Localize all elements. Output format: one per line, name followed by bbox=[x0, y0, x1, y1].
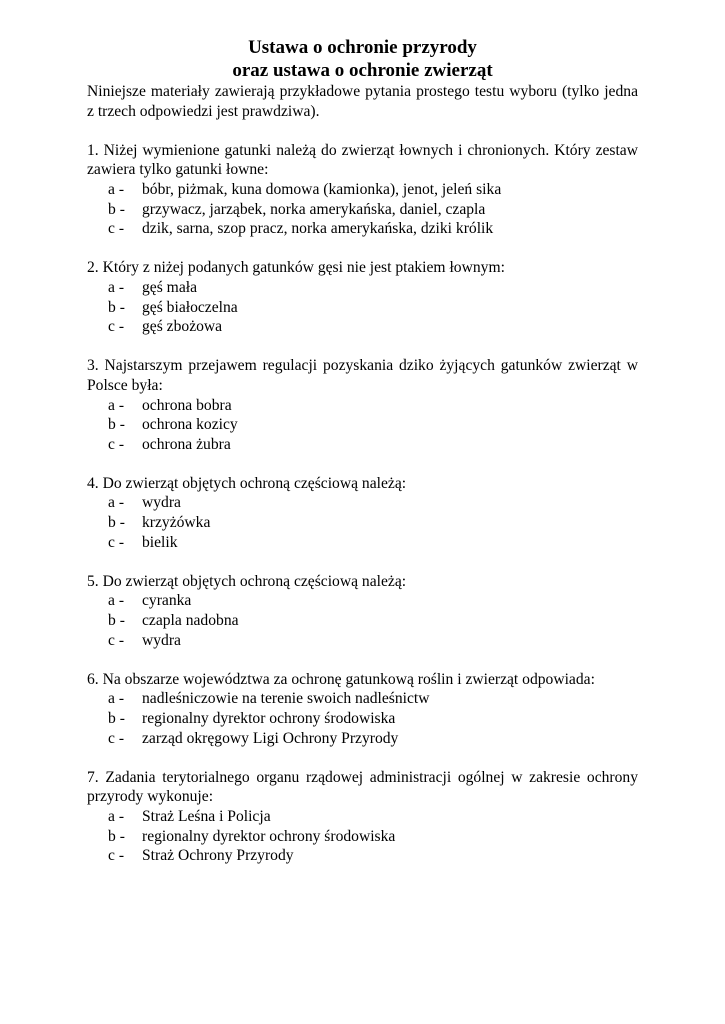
option-text: Straż Leśna i Policja bbox=[142, 807, 271, 825]
answer-option-b bbox=[87, 415, 638, 435]
answer-options bbox=[87, 689, 638, 748]
option-letter: c - bbox=[108, 318, 125, 336]
answer-option-c bbox=[87, 631, 638, 651]
option-letter: c - bbox=[108, 220, 125, 238]
answer-option-a bbox=[87, 278, 638, 298]
option-text: gęś zbożowa bbox=[142, 318, 223, 336]
question-text: 2. Który z niżej podanych gatunków gęsi nie jest ptakiem łownym: bbox=[87, 259, 505, 277]
answer-option-b bbox=[87, 298, 638, 318]
question-3 bbox=[87, 356, 638, 454]
answer-option-b bbox=[87, 200, 638, 220]
answer-option-b bbox=[87, 709, 638, 729]
answer-option-a bbox=[87, 689, 638, 709]
question-text: 3. Najstarszym przejawem regulacji pozyskania dziko żyjących gatunków zwierząt w Polsce była: bbox=[87, 357, 638, 394]
answer-option-a bbox=[87, 591, 638, 611]
question-4 bbox=[87, 474, 638, 552]
question-6 bbox=[87, 670, 638, 748]
title-line-1: Ustawa o ochronie przyrody bbox=[248, 37, 477, 58]
question-text: 5. Do zwierząt objętych ochroną częściową należą: bbox=[87, 572, 407, 590]
option-text: wydra bbox=[142, 631, 181, 649]
option-letter: a - bbox=[108, 180, 125, 198]
document-page bbox=[87, 36, 638, 866]
answer-option-b bbox=[87, 513, 638, 533]
question-text: 4. Do zwierząt objętych ochroną częściową należą: bbox=[87, 474, 407, 492]
option-letter: c - bbox=[108, 729, 125, 747]
option-letter: c - bbox=[108, 847, 125, 865]
answer-options bbox=[87, 493, 638, 552]
question-text: 6. Na obszarze województwa za ochronę gatunkową roślin i zwierząt odpowiada: bbox=[87, 670, 595, 688]
option-text: Straż Ochrony Przyrody bbox=[142, 847, 294, 865]
option-letter: a - bbox=[108, 690, 125, 708]
title-line-2: oraz ustawa o ochronie zwierząt bbox=[232, 60, 493, 81]
option-text: gęś białoczelna bbox=[142, 298, 238, 316]
option-text: ochrona bobra bbox=[142, 396, 232, 414]
answer-option-c bbox=[87, 846, 638, 866]
answer-options bbox=[87, 396, 638, 455]
option-text: regionalny dyrektor ochrony środowiska bbox=[142, 710, 396, 727]
option-letter: b - bbox=[108, 710, 125, 727]
option-text: ochrona żubra bbox=[142, 435, 231, 453]
question-5 bbox=[87, 572, 638, 650]
question-7 bbox=[87, 768, 638, 866]
answer-option-c bbox=[87, 317, 638, 337]
option-text: gęś mała bbox=[142, 278, 197, 296]
answer-option-a bbox=[87, 180, 638, 200]
answer-option-b bbox=[87, 611, 638, 631]
option-letter: b - bbox=[108, 416, 125, 434]
answer-options bbox=[87, 180, 638, 239]
answer-option-c bbox=[87, 533, 638, 553]
question-text: 1. Niżej wymienione gatunki należą do zwierząt łownych i chronionych. Który zestaw zawiera tylko gatunki łowne: bbox=[87, 141, 638, 179]
answer-option-c bbox=[87, 435, 638, 455]
answer-option-b bbox=[87, 827, 638, 847]
option-letter: a - bbox=[108, 807, 125, 825]
answer-options bbox=[87, 591, 638, 650]
answer-options bbox=[87, 278, 638, 337]
option-text: nadleśniczowie na terenie swoich nadleśnictw bbox=[142, 690, 430, 708]
intro-paragraph: Niniejsze materiały zawierają przykładowe pytania prostego testu wyboru (tylko jedna z trzech odpowiedzi jest prawdziwa). bbox=[87, 83, 638, 120]
option-text: bielik bbox=[142, 533, 178, 551]
option-letter: a - bbox=[108, 592, 125, 610]
answer-option-a bbox=[87, 396, 638, 416]
answer-options bbox=[87, 807, 638, 866]
option-letter: b - bbox=[108, 298, 125, 316]
answer-option-a bbox=[87, 493, 638, 513]
option-text: zarząd okręgowy Ligi Ochrony Przyrody bbox=[142, 729, 399, 747]
option-text: grzywacz, jarząbek, norka amerykańska, daniel, czapla bbox=[142, 200, 486, 218]
answer-option-a bbox=[87, 807, 638, 827]
answer-option-c bbox=[87, 219, 638, 239]
option-letter: c - bbox=[108, 435, 125, 453]
option-text: ochrona kozicy bbox=[142, 416, 238, 434]
option-letter: b - bbox=[108, 200, 125, 218]
option-letter: b - bbox=[108, 827, 125, 845]
option-text: cyranka bbox=[142, 592, 192, 610]
question-text: 7. Zadania terytorialnego organu rządowej administracji ogólnej w zakresie ochrony przyrody wykonuje: bbox=[87, 768, 638, 806]
option-letter: a - bbox=[108, 396, 125, 414]
option-letter: c - bbox=[108, 533, 125, 551]
option-letter: a - bbox=[108, 494, 125, 512]
option-letter: a - bbox=[108, 278, 125, 296]
option-text: dzik, sarna, szop pracz, norka amerykańska, dziki królik bbox=[142, 220, 494, 238]
option-letter: c - bbox=[108, 631, 125, 649]
question-1 bbox=[87, 141, 638, 239]
option-text: wydra bbox=[142, 494, 181, 512]
option-letter: b - bbox=[108, 514, 125, 532]
question-2 bbox=[87, 258, 638, 336]
document-title bbox=[87, 36, 638, 82]
option-text: bóbr, piżmak, kuna domowa (kamionka), jenot, jeleń sika bbox=[142, 180, 502, 198]
answer-option-c bbox=[87, 729, 638, 749]
option-text: czapla nadobna bbox=[142, 612, 239, 630]
option-letter: b - bbox=[108, 612, 125, 630]
option-text: regionalny dyrektor ochrony środowiska bbox=[142, 827, 396, 845]
option-text: krzyżówka bbox=[142, 514, 211, 532]
